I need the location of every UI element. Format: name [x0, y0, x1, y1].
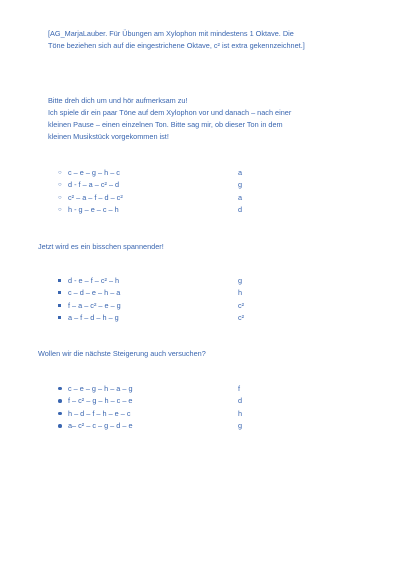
square-bullet-icon	[58, 300, 66, 312]
note-sequence: d - f – a – c² – d	[68, 180, 120, 190]
note-sequence: c – e – g – h – a – g	[68, 384, 133, 393]
circle-bullet-icon: ○	[58, 170, 62, 176]
answer-note: h	[238, 408, 243, 418]
instructions	[48, 95, 378, 143]
list-item	[58, 179, 348, 191]
note-sequence: f – a – c² – e – g	[68, 300, 121, 310]
instructions-line: kleinen Musikstück vorgekommen ist!	[48, 132, 169, 141]
list-item	[58, 383, 348, 395]
answer-note: a	[238, 192, 243, 202]
answer-note: g	[238, 421, 243, 431]
list-item	[58, 312, 348, 324]
dot-bullet-icon	[58, 408, 66, 420]
list-item	[58, 287, 348, 299]
list-item	[58, 420, 348, 432]
exercise-list-3	[58, 383, 348, 433]
answer-note: h	[238, 288, 243, 298]
author-note-line: Töne beziehen sich auf die eingestrichene Oktave, c² ist extra gekennzeichnet.]	[48, 41, 305, 50]
answer-note: c²	[238, 300, 245, 310]
author-note	[48, 28, 368, 52]
note-sequence: h – d – f – h – e – c	[68, 408, 131, 418]
answer-note: f	[238, 384, 241, 393]
dot-bullet-icon	[58, 395, 66, 407]
note-sequence: c² – a – f – d – c²	[68, 192, 123, 202]
list-item	[58, 192, 348, 204]
square-bullet-icon	[58, 287, 66, 299]
instructions-line: Bitte dreh dich um und hör aufmerksam zu!	[48, 96, 188, 105]
list-item	[58, 167, 348, 179]
dot-bullet-icon	[58, 420, 66, 432]
list-item	[58, 300, 348, 312]
list-item	[58, 408, 348, 420]
note-sequence: c – d – e – h – a	[68, 288, 121, 298]
dot-bullet-icon	[58, 383, 66, 395]
instructions-line: Ich spiele dir ein paar Töne auf dem Xylophon vor und danach – nach einer	[48, 108, 292, 117]
answer-note: a	[238, 168, 243, 177]
author-note-line: [AG_MarjaLauber. Für Übungen am Xylophon mit mindestens 1 Oktave. Die	[48, 29, 294, 38]
circle-bullet-icon: ○	[58, 207, 62, 214]
section-heading-3: Wollen wir die nächste Steigerung auch versuchen?	[38, 349, 206, 358]
note-sequence: a– c² – c – g – d – e	[68, 421, 133, 431]
square-bullet-icon	[58, 312, 66, 324]
circle-bullet-icon: ○	[58, 182, 62, 189]
note-sequence: c – e – g – h – c	[68, 168, 120, 177]
section-heading-2: Jetzt wird es ein bisschen spannender!	[38, 242, 164, 251]
note-sequence: a – f – d – h – g	[68, 313, 119, 323]
exercise-list-2	[58, 275, 348, 325]
circle-bullet-icon: ○	[58, 194, 62, 201]
list-item	[58, 395, 348, 407]
exercise-list-1	[58, 167, 348, 217]
answer-note: d	[238, 205, 243, 215]
answer-note: d	[238, 396, 243, 406]
note-sequence: d - e – f – c² – h	[68, 276, 120, 285]
answer-note: c²	[238, 313, 245, 323]
answer-note: g	[238, 180, 243, 190]
answer-note: g	[238, 276, 243, 285]
instructions-line: kleinen Pause – einen einzelnen Ton. Bitte sag mir, ob dieser Ton in dem	[48, 120, 283, 129]
square-bullet-icon	[58, 275, 66, 287]
list-item	[58, 275, 348, 287]
note-sequence: f – c² – g – h – c – e	[68, 396, 133, 406]
note-sequence: h - g – e – c – h	[68, 205, 119, 215]
list-item	[58, 204, 348, 216]
